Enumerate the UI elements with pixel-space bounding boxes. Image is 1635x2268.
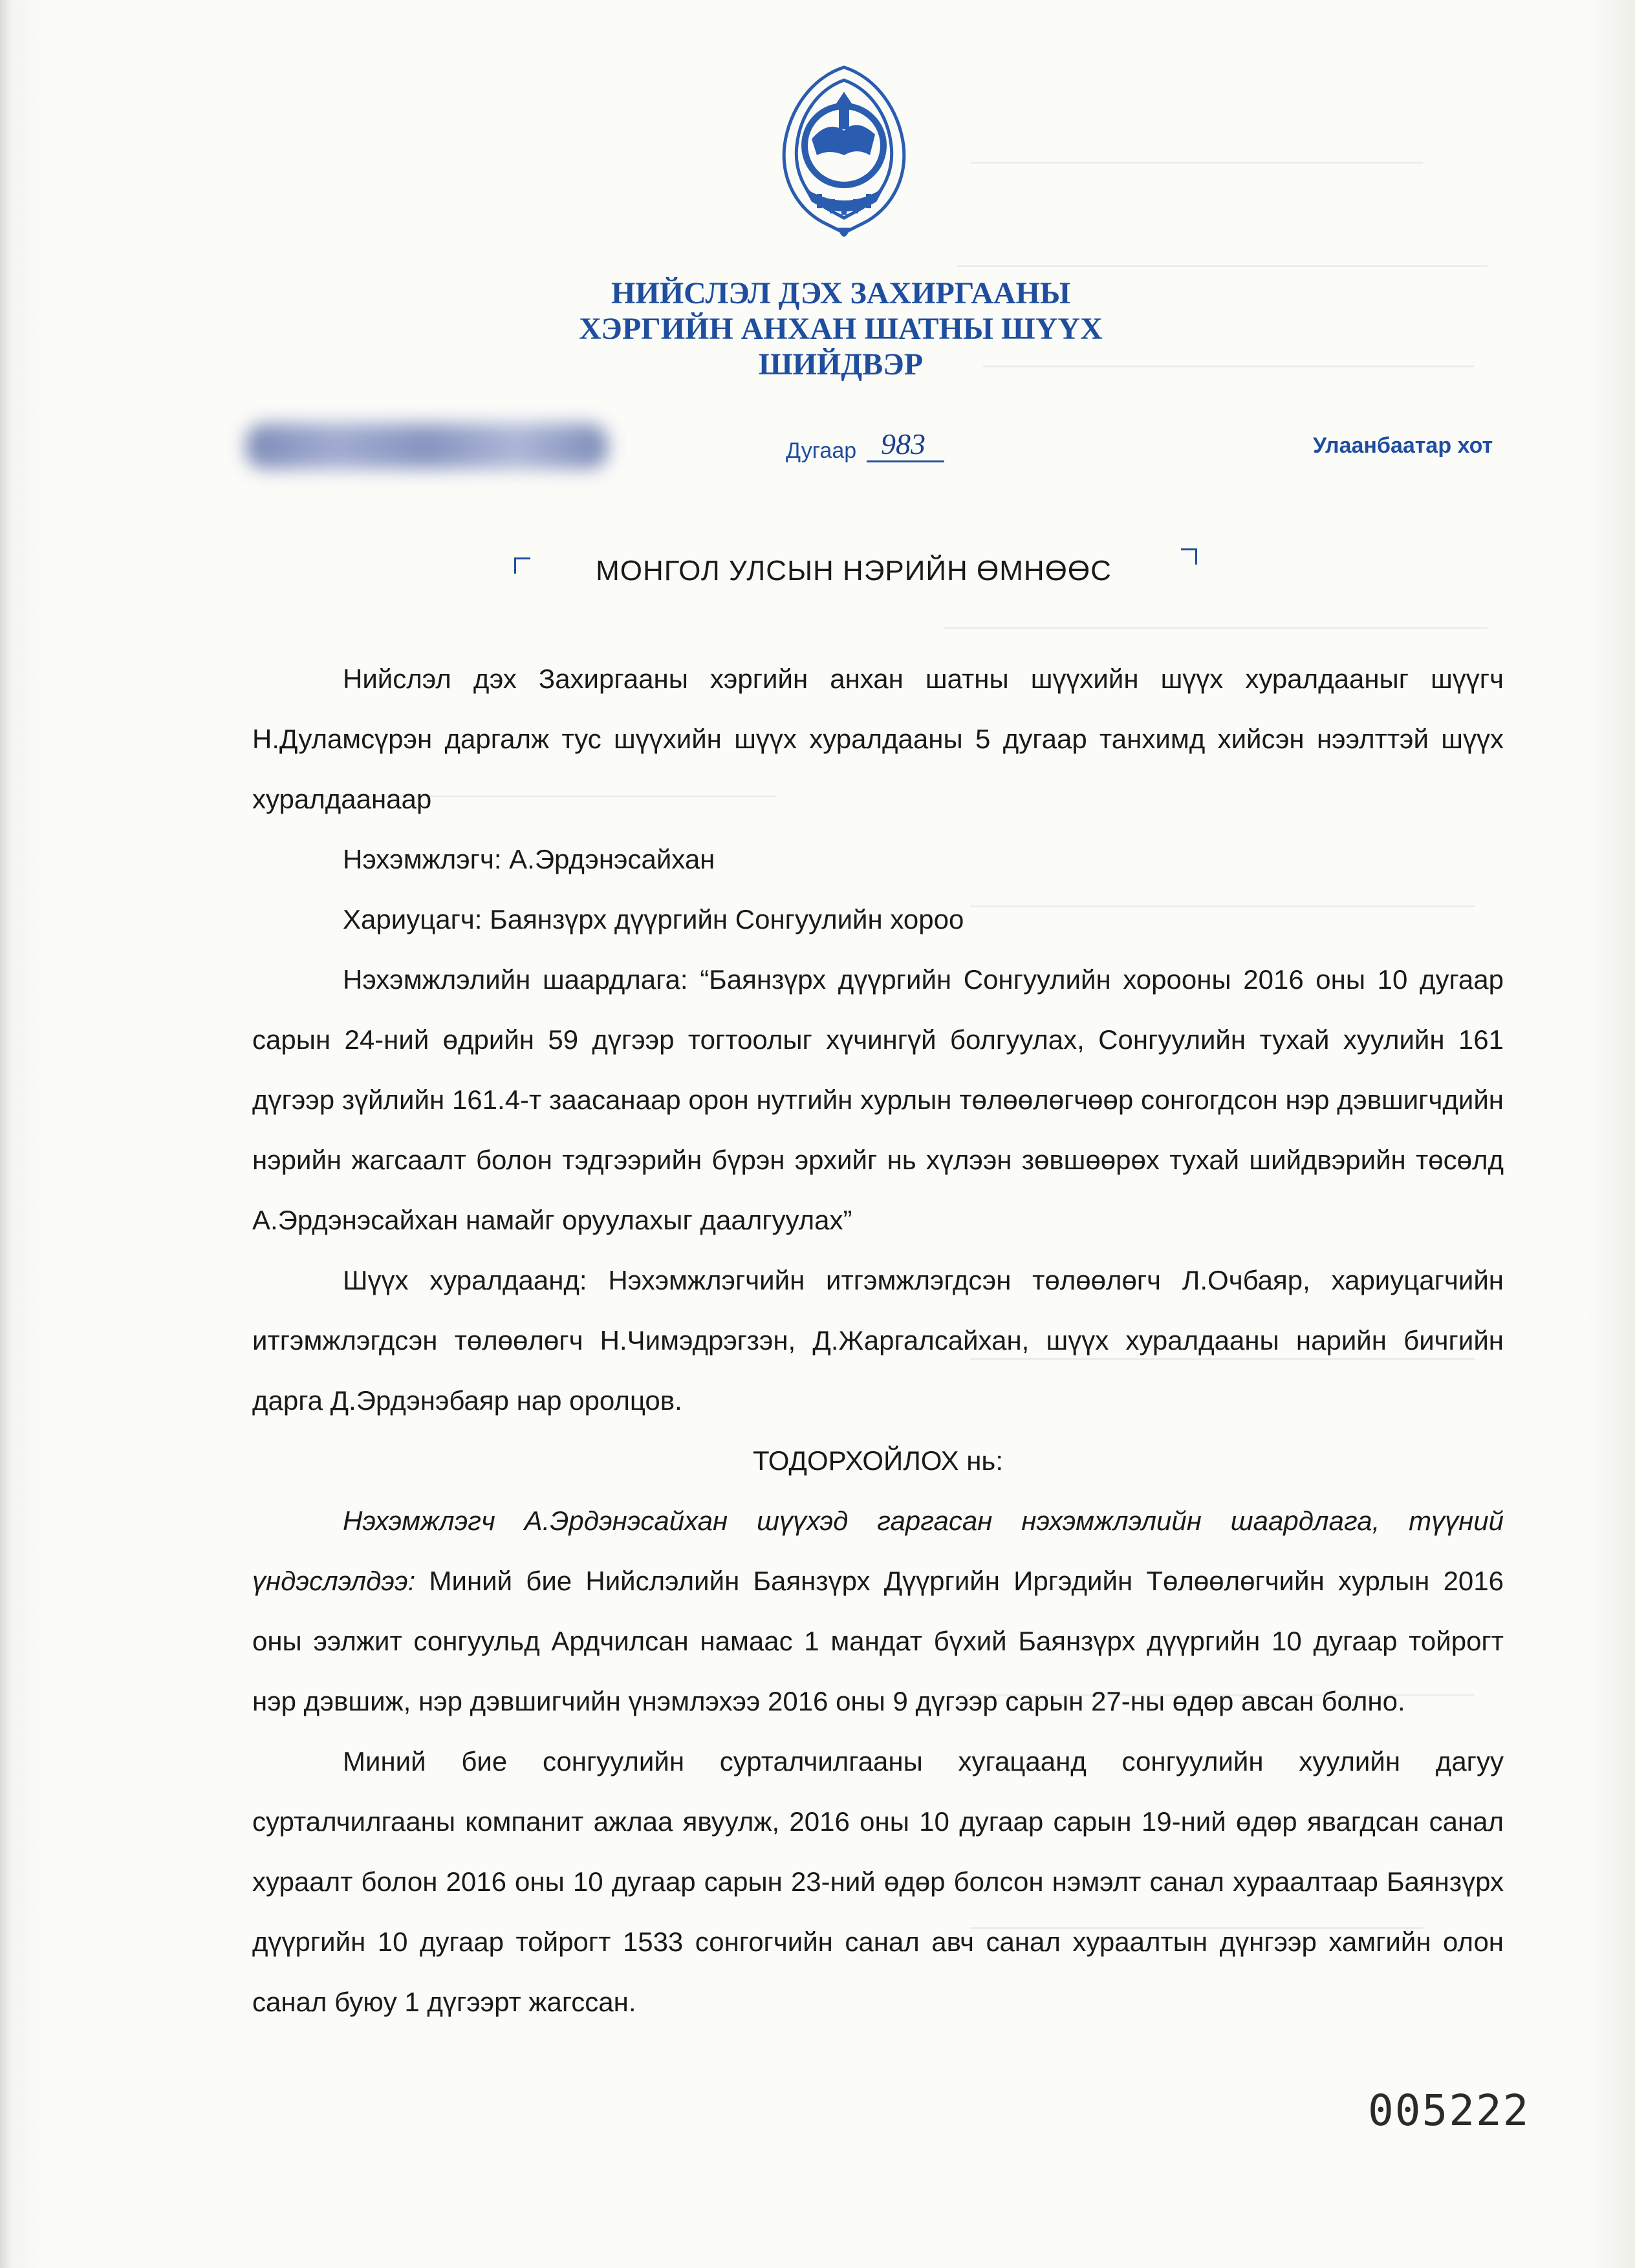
in-the-name-heading: МОНГОЛ УЛСЫН НЭРИЙН ӨМНӨӨС [596,555,1112,587]
corner-bracket-left [514,557,530,574]
plaintiff-grounds-intro: Нэхэмжлэгч А.Эрдэнэсайхан шүүхэд гаргасан нэхэмжлэлийн шаардлага, түүний үндэслэлдээ: [252,1506,1504,1596]
paragraph-plaintiff-grounds [252,1491,1504,1731]
page-serial-number: 005222 [1368,2086,1530,2135]
corner-bracket-right [1181,548,1197,565]
redacted-date [246,424,608,469]
section-heading-description: ТОДОРХОЙЛОХ нь: [752,1445,1003,1476]
paragraph-campaign: Миний бие сонгуулийн сурталчилгааны хугацаанд сонгуулийн хуулийн дагуу сурталчилгааны компанит ажлаа явуулж, 2016 оны 10 дугаар сарын 19-ний өдөр явагдсан санал хураалт болон 2016 оны 10 дугаар сарын 23-ний өдөр болсон нэмэлт санал хураалтаар Баянзүрх дүүргийн 10 дугаар тойрогт 1533 сонгогчийн санал авч санал хураалтын дүнгээр хамгийн олон санал буюу 1 дүгээрт жагссан. [252,1746,1504,2017]
paragraph-court-session: Нийслэл дэх Захиргааны хэргийн анхан шатны шүүхийн шүүх хуралдааныг шүүгч Н.Дуламсүрэн даргалж тус шүүхийн шүүх хуралдааны 5 дугаар танхимд хийсэн нээлттэй шүүх хуралдаанаар [252,664,1504,814]
paragraph-claim: Нэхэмжлэлийн шаардлага: “Баянзүрх дүүргийн Сонгуулийн хорооны 2016 оны 10 дугаар сарын 24-ний өдрийн 59 дүгээр тогтоолыг хүчингүй болгуулах, Сонгуулийн тухай хуулийн 161 дүгээр зүйлийн 161.4-т заасанаар орон нутгийн хурлын төлөөлөгчөөр сонгогдсон нэр дэвшигчдийн нэрийн жагсаалт болон тэдгээрийн бүрэн эрхийг нь хүлээн зөвшөөрөх тухай шийдвэрийн төсөлд А.Эрдэнэсайхан намайг оруулахыг даалгуулах” [252,964,1504,1235]
number-underline [867,460,944,462]
paragraph-participants: Шүүх хуралдаанд: Нэхэмжлэгчийн итгэмжлэгдсэн төлөөлөгч Л.Очбаяр, хариуцагчийн итгэмжлэгдсэн төлөөлөгч Н.Чимэдрэгзэн, Д.Жаргалсайхан, шүүх хуралдааны нарийн бичгийн дарга Д.Эрдэнэбаяр нар оролцов. [252,1265,1504,1416]
state-emblem-icon [766,58,922,272]
decision-body [252,649,1504,2032]
paragraph-plaintiff: Нэхэмжлэгч: А.Эрдэнэсайхан [343,844,715,874]
city-label: Улаанбаатар хот [1313,433,1493,458]
paragraph-defendant: Хариуцагч: Баянзүрх дүүргийн Сонгуулийн хороо [343,904,964,934]
number-label: Дугаар [786,438,857,463]
court-name-line2: ХЭРГИЙН АНХАН ШАТНЫ ШҮҮХ [579,312,1103,346]
decision-number: 983 [881,427,926,460]
document-type: ШИЙДВЭР [758,347,924,382]
court-name-line1: НИЙСЛЭЛ ДЭХ ЗАХИРГААНЫ [611,276,1070,310]
plaintiff-grounds-text: Миний бие Нийслэлийн Баянзүрх Дүүргийн Иргэдийн Төлөөлөгчийн хурлын 2016 оны ээлжит сонгуульд Ардчилсан намаас 1 мандат бүхий Баянзүрх дүүргийн 10 дугаар тойрогт нэр дэвшиж, нэр дэвшигчийн үнэмлэхээ 2016 оны 9 дүгээр сарын 27-ны өдөр авсан болно. [252,1566,1504,1716]
left-edge-shadow [0,0,12,2268]
